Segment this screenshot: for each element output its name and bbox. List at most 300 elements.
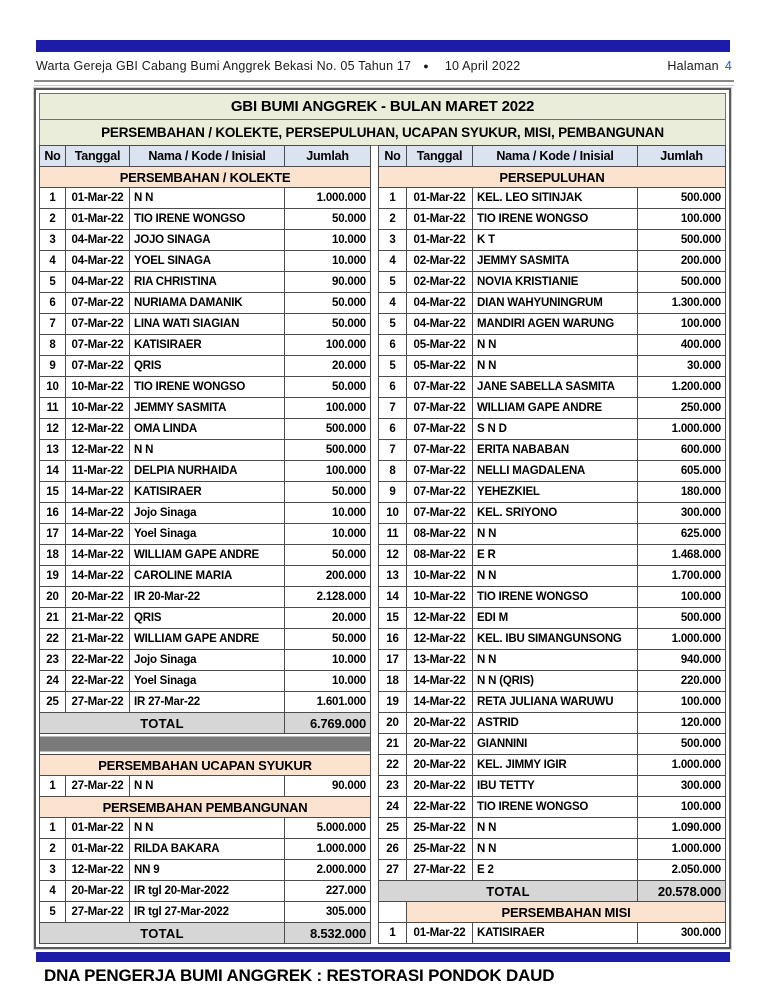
row-number-cell: 4 [379,251,407,272]
row-number-cell: 12 [379,545,407,566]
report-table-frame [34,88,731,949]
row-number-cell: 17 [379,650,407,671]
row-number-cell: 12 [40,419,66,440]
report-title: GBI BUMI ANGGREK - BULAN MARET 2022 [39,93,726,120]
name-cell: TIO IRENE WONGSO [130,377,285,398]
name-cell: ASTRID [473,713,638,734]
name-cell: N N [473,839,638,860]
row-number-cell: 5 [379,356,407,377]
name-cell: N N [130,818,285,839]
name-cell: Jojo Sinaga [130,650,285,671]
table-row [40,671,371,692]
date-cell: 07-Mar-22 [407,503,473,524]
date-cell: 04-Mar-22 [407,293,473,314]
name-cell: RILDA BAKARA [130,839,285,860]
date-cell: 01-Mar-22 [407,188,473,209]
row-number-cell: 4 [40,881,66,902]
blank-cell [379,902,407,923]
amount-cell: 100.000 [638,587,726,608]
date-cell: 07-Mar-22 [407,377,473,398]
column-header-row [40,146,371,167]
name-cell: CAROLINE MARIA [130,566,285,587]
table-row [379,272,726,293]
date-cell: 10-Mar-22 [407,587,473,608]
name-cell: N N [473,524,638,545]
date-cell: 20-Mar-22 [407,734,473,755]
name-cell: KATISIRAER [130,482,285,503]
name-cell: TIO IRENE WONGSO [473,797,638,818]
name-cell: JEMMY SASMITA [130,398,285,419]
table-row [379,356,726,377]
row-number-cell: 21 [40,608,66,629]
name-cell: QRIS [130,356,285,377]
date-cell: 14-Mar-22 [407,671,473,692]
date-cell: 07-Mar-22 [407,440,473,461]
masthead-text: Warta Gereja GBI Cabang Bumi Anggrek Bekasi No. 05 Tahun 17 [36,59,412,73]
amount-cell: 10.000 [285,671,371,692]
amount-cell: 30.000 [638,356,726,377]
table-row [40,461,371,482]
row-number-cell: 3 [40,230,66,251]
amount-cell: 20.000 [285,356,371,377]
amount-cell: 20.000 [285,608,371,629]
divider-rule [34,80,734,86]
amount-cell: 1.090.000 [638,818,726,839]
top-accent-bar [36,40,730,52]
table-row [40,377,371,398]
row-number-cell: 21 [379,734,407,755]
amount-cell: 90.000 [285,776,371,797]
amount-cell: 500.000 [285,419,371,440]
name-cell: KEL. JIMMY IGIR [473,755,638,776]
date-cell: 11-Mar-22 [66,461,130,482]
table-row [379,440,726,461]
amount-cell: 5.000.000 [285,818,371,839]
amount-cell: 1.700.000 [638,566,726,587]
table-row [379,671,726,692]
date-cell: 25-Mar-22 [407,818,473,839]
section-header-row [40,167,371,188]
table-row [40,818,371,839]
date-cell: 22-Mar-22 [407,797,473,818]
table-row [379,692,726,713]
date-cell: 14-Mar-22 [66,524,130,545]
name-cell: IBU TETTY [473,776,638,797]
row-number-cell: 3 [40,860,66,881]
amount-cell: 10.000 [285,503,371,524]
date-cell: 10-Mar-22 [407,566,473,587]
bottom-accent-bar [36,952,730,962]
table-row [379,251,726,272]
row-number-cell: 14 [379,587,407,608]
table-row [40,419,371,440]
date-cell: 27-Mar-22 [66,692,130,713]
table-row [379,608,726,629]
row-number-cell: 4 [379,293,407,314]
date-cell: 13-Mar-22 [407,650,473,671]
row-number-cell: 11 [379,524,407,545]
date-cell: 07-Mar-22 [66,356,130,377]
table-row [40,881,371,902]
date-cell: 14-Mar-22 [66,503,130,524]
amount-cell: 605.000 [638,461,726,482]
amount-cell: 100.000 [638,209,726,230]
date-cell: 04-Mar-22 [66,230,130,251]
table-row [379,797,726,818]
amount-cell: 1.000.000 [638,629,726,650]
table-row [40,902,371,923]
column-header-nama-kode-inisial: Nama / Kode / Inisial [473,146,638,167]
table-row [40,650,371,671]
amount-cell: 940.000 [638,650,726,671]
table-row [379,314,726,335]
filler-bar-row [40,734,371,755]
column-header-jumlah: Jumlah [638,146,726,167]
name-cell: N N [473,650,638,671]
table-row [379,650,726,671]
row-number-cell: 2 [40,209,66,230]
date-cell: 14-Mar-22 [407,692,473,713]
date-cell: 08-Mar-22 [407,524,473,545]
row-number-cell: 15 [379,608,407,629]
date-cell: 01-Mar-22 [66,839,130,860]
table-row [40,482,371,503]
row-number-cell: 14 [40,461,66,482]
table-row [379,587,726,608]
name-cell: DIAN WAHYUNINGRUM [473,293,638,314]
section-header-row [40,797,371,818]
row-number-cell: 11 [40,398,66,419]
name-cell: YOEL SINAGA [130,251,285,272]
total-amount: 8.532.000 [285,923,371,944]
name-cell: OMA LINDA [130,419,285,440]
date-cell: 20-Mar-22 [407,713,473,734]
name-cell: IR tgl 20-Mar-2022 [130,881,285,902]
total-row [40,713,371,734]
amount-cell: 100.000 [638,797,726,818]
name-cell: Yoel Sinaga [130,671,285,692]
date-cell: 02-Mar-22 [407,272,473,293]
table-row [40,440,371,461]
amount-cell: 10.000 [285,251,371,272]
table-row [40,356,371,377]
name-cell: DELPIA NURHAIDA [130,461,285,482]
amount-cell: 1.000.000 [638,755,726,776]
table-row [379,188,726,209]
table-row [40,314,371,335]
row-number-cell: 26 [379,839,407,860]
date-cell: 14-Mar-22 [66,566,130,587]
row-number-cell: 7 [40,314,66,335]
row-number-cell: 15 [40,482,66,503]
name-cell: KEL. SRIYONO [473,503,638,524]
name-cell: S N D [473,419,638,440]
date-cell: 21-Mar-22 [66,629,130,650]
table-row [40,209,371,230]
name-cell: N N [130,188,285,209]
table-row [40,524,371,545]
row-number-cell: 4 [40,251,66,272]
table-row [379,293,726,314]
name-cell: RETA JULIANA WARUWU [473,692,638,713]
name-cell: RIA CHRISTINA [130,272,285,293]
amount-cell: 220.000 [638,671,726,692]
column-header-tanggal: Tanggal [66,146,130,167]
date-cell: 10-Mar-22 [66,398,130,419]
name-cell: TIO IRENE WONGSO [473,587,638,608]
table-row [379,860,726,881]
masthead-date: 10 April 2022 [444,59,521,73]
amount-cell: 10.000 [285,230,371,251]
amount-cell: 300.000 [638,776,726,797]
name-cell: ERITA NABABAN [473,440,638,461]
name-cell: N N [473,356,638,377]
date-cell: 01-Mar-22 [407,209,473,230]
name-cell: NOVIA KRISTIANIE [473,272,638,293]
table-row [40,776,371,797]
date-cell: 12-Mar-22 [407,629,473,650]
table-row [40,272,371,293]
name-cell: IR tgl 27-Mar-2022 [130,902,285,923]
row-number-cell: 22 [379,755,407,776]
amount-cell: 50.000 [285,629,371,650]
row-number-cell: 25 [379,818,407,839]
row-number-cell: 6 [379,419,407,440]
date-cell: 01-Mar-22 [407,230,473,251]
table-row [40,839,371,860]
table-row [40,692,371,713]
date-cell: 07-Mar-22 [407,398,473,419]
amount-cell: 305.000 [285,902,371,923]
filler-bar [40,734,371,755]
table-row [379,377,726,398]
amount-cell: 1.000.000 [638,839,726,860]
row-number-cell: 22 [40,629,66,650]
date-cell: 21-Mar-22 [66,608,130,629]
date-cell: 20-Mar-22 [407,755,473,776]
amount-cell: 1.601.000 [285,692,371,713]
date-cell: 14-Mar-22 [66,482,130,503]
amount-cell: 300.000 [638,923,726,944]
right-table [378,145,726,944]
name-cell: QRIS [130,608,285,629]
amount-cell: 2.128.000 [285,587,371,608]
amount-cell: 2.000.000 [285,860,371,881]
date-cell: 04-Mar-22 [407,314,473,335]
amount-cell: 50.000 [285,293,371,314]
footer-text: DNA PENGERJA BUMI ANGGREK : RESTORASI PONDOK DAUD [44,966,555,985]
table-row [40,188,371,209]
total-amount: 20.578.000 [638,881,726,902]
bullet-separator-icon: ● [423,61,429,71]
row-number-cell: 13 [379,566,407,587]
table-row [40,587,371,608]
amount-cell: 500.000 [285,440,371,461]
table-row [40,230,371,251]
table-row [379,776,726,797]
table-row [379,839,726,860]
date-cell: 22-Mar-22 [66,650,130,671]
total-label: TOTAL [379,881,638,902]
total-label: TOTAL [40,923,285,944]
table-row [40,335,371,356]
row-number-cell: 2 [379,209,407,230]
name-cell: WILLIAM GAPE ANDRE [473,398,638,419]
date-cell: 07-Mar-22 [407,461,473,482]
row-number-cell: 1 [40,818,66,839]
row-number-cell: 5 [379,314,407,335]
date-cell: 01-Mar-22 [66,209,130,230]
table-row [40,545,371,566]
section-header-row [379,167,726,188]
amount-cell: 1.000.000 [285,839,371,860]
amount-cell: 100.000 [285,461,371,482]
amount-cell: 300.000 [638,503,726,524]
date-cell: 12-Mar-22 [66,860,130,881]
page-number: 4 [724,59,732,73]
row-number-cell: 19 [379,692,407,713]
date-cell: 05-Mar-22 [407,335,473,356]
date-cell: 25-Mar-22 [407,839,473,860]
table-row [379,482,726,503]
row-number-cell: 20 [379,713,407,734]
section-header: PERSEPULUHAN [379,167,726,188]
date-cell: 04-Mar-22 [66,251,130,272]
date-cell: 01-Mar-22 [66,188,130,209]
row-number-cell: 1 [379,923,407,944]
row-number-cell: 7 [379,398,407,419]
table-row [379,545,726,566]
left-table [39,145,371,944]
row-number-cell: 18 [40,545,66,566]
date-cell: 07-Mar-22 [66,314,130,335]
date-cell: 02-Mar-22 [407,251,473,272]
row-number-cell: 7 [379,440,407,461]
row-number-cell: 16 [379,629,407,650]
name-cell: E 2 [473,860,638,881]
name-cell: IR 20-Mar-22 [130,587,285,608]
date-cell: 27-Mar-22 [66,902,130,923]
name-cell: TIO IRENE WONGSO [130,209,285,230]
total-label: TOTAL [40,713,285,734]
name-cell: GIANNINI [473,734,638,755]
name-cell: EDI M [473,608,638,629]
row-number-cell: 2 [40,839,66,860]
table-row [379,230,726,251]
amount-cell: 500.000 [638,734,726,755]
date-cell: 20-Mar-22 [66,587,130,608]
date-cell: 01-Mar-22 [66,818,130,839]
name-cell: N N [130,776,285,797]
name-cell: TIO IRENE WONGSO [473,209,638,230]
table-row [379,461,726,482]
amount-cell: 227.000 [285,881,371,902]
date-cell: 12-Mar-22 [66,419,130,440]
table-row [379,923,726,944]
amount-cell: 50.000 [285,314,371,335]
date-cell: 20-Mar-22 [66,881,130,902]
date-cell: 27-Mar-22 [407,860,473,881]
row-number-cell: 16 [40,503,66,524]
amount-cell: 1.300.000 [638,293,726,314]
date-cell: 07-Mar-22 [407,482,473,503]
name-cell: N N [130,440,285,461]
section-header: PERSEMBAHAN / KOLEKTE [40,167,371,188]
name-cell: Jojo Sinaga [130,503,285,524]
section-header: PERSEMBAHAN MISI [407,902,726,923]
row-number-cell: 17 [40,524,66,545]
amount-cell: 1.468.000 [638,545,726,566]
name-cell: KATISIRAER [473,923,638,944]
table-row [40,293,371,314]
amount-cell: 1.200.000 [638,377,726,398]
name-cell: Yoel Sinaga [130,524,285,545]
name-cell: KEL. IBU SIMANGUNSONG [473,629,638,650]
amount-cell: 180.000 [638,482,726,503]
amount-cell: 500.000 [638,188,726,209]
date-cell: 22-Mar-22 [66,671,130,692]
date-cell: 07-Mar-22 [66,335,130,356]
name-cell: N N (QRIS) [473,671,638,692]
date-cell: 08-Mar-22 [407,545,473,566]
date-cell: 10-Mar-22 [66,377,130,398]
row-number-cell: 23 [379,776,407,797]
table-row [379,755,726,776]
amount-cell: 100.000 [638,692,726,713]
amount-cell: 10.000 [285,524,371,545]
row-number-cell: 9 [379,482,407,503]
date-cell: 14-Mar-22 [66,545,130,566]
amount-cell: 10.000 [285,650,371,671]
name-cell: NN 9 [130,860,285,881]
name-cell: KATISIRAER [130,335,285,356]
row-number-cell: 10 [379,503,407,524]
name-cell: YEHEZKIEL [473,482,638,503]
report-subtitle: PERSEMBAHAN / KOLEKTE, PERSEPULUHAN, UCAPAN SYUKUR, MISI, PEMBANGUNAN [39,119,726,146]
name-cell: N N [473,335,638,356]
name-cell: LINA WATI SIAGIAN [130,314,285,335]
amount-cell: 200.000 [638,251,726,272]
row-number-cell: 1 [40,776,66,797]
date-cell: 07-Mar-22 [66,293,130,314]
table-row [40,251,371,272]
section-header: PERSEMBAHAN PEMBANGUNAN [40,797,371,818]
amount-cell: 500.000 [638,230,726,251]
table-row [40,398,371,419]
date-cell: 27-Mar-22 [66,776,130,797]
table-row [379,503,726,524]
table-row [379,419,726,440]
table-row [379,818,726,839]
date-cell: 20-Mar-22 [407,776,473,797]
masthead [36,56,732,76]
column-gap [371,145,378,944]
name-cell: NURIAMA DAMANIK [130,293,285,314]
column-header-nama-kode-inisial: Nama / Kode / Inisial [130,146,285,167]
row-number-cell: 1 [379,188,407,209]
table-row [379,398,726,419]
amount-cell: 50.000 [285,209,371,230]
amount-cell: 50.000 [285,482,371,503]
row-number-cell: 1 [40,188,66,209]
section-header-row [40,755,371,776]
amount-cell: 50.000 [285,377,371,398]
table-row [40,860,371,881]
table-row [379,335,726,356]
amount-cell: 500.000 [638,608,726,629]
name-cell: K T [473,230,638,251]
name-cell: JANE SABELLA SASMITA [473,377,638,398]
